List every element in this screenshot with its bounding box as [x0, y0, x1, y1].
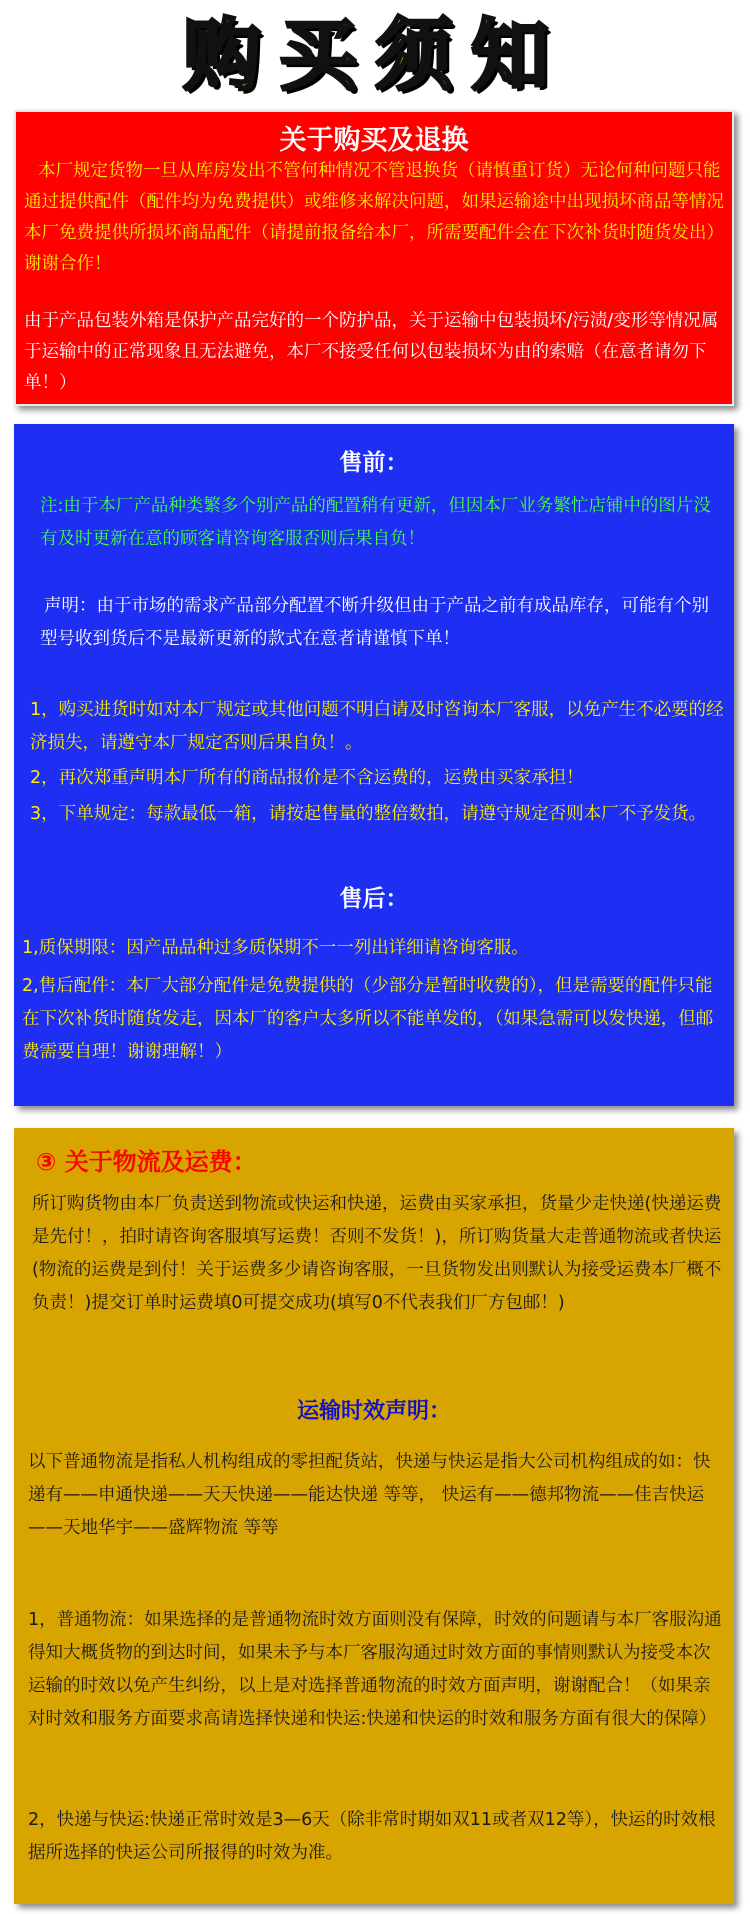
presale-statement: 声明：由于市场的需求产品部分配置不断升级但由于产品之前有成品库存，可能有个别型号收到货后不是最新更新的款式在意者请谨慎下单！: [40, 596, 709, 649]
aftersale-heading: 售后：: [339, 886, 409, 912]
presale-note: 注:由于本厂产品种类繁多个别产品的配置稍有更新，但因本厂业务繁忙店铺中的图片没有及时更新在意的顾客请咨询客服否则后果自负！: [40, 496, 711, 549]
returns-paragraph-2: 由于产品包装外箱是保护产品完好的一个防护品，关于运输中包装损坏/污渍/变形等情况属于运输中的正常现象且无法避免，本厂不接受任何以包装损坏为由的索赔（在意者请勿下单！）: [24, 311, 719, 393]
timeliness-paragraph: 以下普通物流是指私人机构组成的零担配货站，快递与快运是指大公司机构组成的如：快递有——申通快递——天天快递——能达快递 等等， 快运有——德邦物流——佳吉快运——天地华宇——盛辉物流 等等: [28, 1452, 711, 1538]
returns-paragraph-1: 本厂规定货物一旦从库房发出不管何种情况不管退换货（请慎重订货）无论何种问题只能通过提供配件（配件均为免费提供）或维修来解决问题，如果运输途中出现损坏商品等情况本厂免费提供所损坏商品配件（请提前报备给本厂，所需要配件会在下次补货时随货发出）谢谢合作！: [24, 161, 724, 274]
aftersale-item-1: 1,质保期限：因产品品种过多质保期不一一列出详细请咨询客服。: [22, 938, 529, 958]
returns-heading: 关于购买及退换: [279, 125, 469, 156]
presale-item-2: 2，再次郑重声明本厂所有的商品报价是不含运费的，运费由买家承担！: [30, 768, 584, 788]
logistics-paragraph: 所订购货物由本厂负责送到物流或快运和快递，运费由买家承担，货量少走快递(快递运费是先付！，拍时请咨询客服填写运费！否则不发货！)，所订购货量大走普通物流或者快运(物流的运费是到付！关于运费多少请咨询客服，一旦货物发出则默认为接受运费本厂概不负责！)提交订单时运费填0可提交成功(填写0不代表我们厂方包邮！): [32, 1194, 722, 1313]
logistics-panel: [14, 1128, 734, 1904]
returns-panel: [14, 110, 734, 406]
service-panel: [14, 424, 734, 1106]
presale-item-1: 1，购买进货时如对本厂规定或其他问题不明白请及时咨询本厂客服，以免产生不必要的经济损失，请遵守本厂规定否则后果自负！。: [30, 700, 724, 753]
logistics-heading: 关于物流及运费：: [64, 1148, 257, 1176]
section-number: ③: [36, 1148, 57, 1176]
timeliness-heading: 运输时效声明：: [296, 1399, 451, 1424]
presale-heading: 售前：: [339, 450, 409, 476]
page-title: 购买须知: [182, 11, 567, 101]
logistics-item-1: 1，普通物流：如果选择的是普通物流时效方面则没有保障，时效的问题请与本厂客服沟通得知大概货物的到达时间，如果未予与本厂客服沟通过时效方面的事情则默认为接受本次运输的时效以免产生纠纷，以上是对选择普通物流的时效方面声明，谢谢配合！（如果亲对时效和服务方面要求高请选择快递和快运:快递和快运的时效和服务方面有很大的保障）: [28, 1610, 722, 1729]
logistics-item-2: 2，快递与快运:快递正常时效是3—6天（除非常时期如双11或者双12等），快运的时效根据所选择的快运公司所报得的时效为准。: [28, 1810, 716, 1863]
aftersale-item-2: 2,售后配件：本厂大部分配件是免费提供的（少部分是暂时收费的），但是需要的配件只能在下次补货时随货发走，因本厂的客户太多所以不能单发的，（如果急需可以发快递，但邮费需要自理！谢谢理解！）: [22, 976, 714, 1062]
presale-item-3: 3，下单规定：每款最低一箱，请按起售量的整倍数拍，请遵守规定否则本厂不予发货。: [30, 804, 707, 824]
logistics-heading-row: [36, 1142, 257, 1177]
